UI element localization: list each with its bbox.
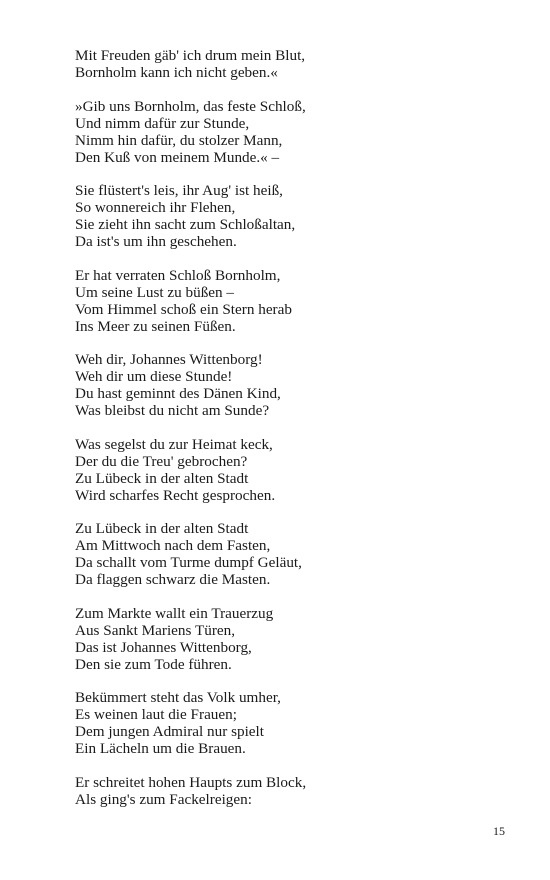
poem-line: Als ging's zum Fackelreigen: (75, 790, 252, 808)
stanza (75, 98, 495, 166)
poem-line: Dem jungen Admiral nur spielt (75, 723, 264, 740)
stanza (75, 520, 495, 588)
poem-line: Er hat verraten Schloß Bornholm, (75, 266, 281, 284)
poem-line: »Gib uns Bornholm, das feste Schloß, (75, 97, 306, 115)
poem-line: Da ist's um ihn geschehen. (75, 233, 237, 250)
stanza (75, 182, 495, 250)
poem-line: Weh dir, Johannes Wittenborg! (75, 351, 263, 368)
poem-line: Um seine Lust zu büßen – (75, 283, 235, 301)
poem-line: Aus Sankt Mariens Türen, (75, 621, 236, 639)
poem-line: Wird scharfes Recht gesprochen. (75, 486, 276, 504)
poem-line: Bekümmert steht das Volk umher, (75, 689, 281, 706)
poem-line: Und nimm dafür zur Stunde, (75, 114, 250, 132)
poem-line: Ins Meer zu seinen Füßen. (75, 317, 236, 335)
stanza (75, 436, 495, 504)
poem-line: Vom Himmel schoß ein Stern herab (75, 300, 292, 318)
poem-line: Sie flüstert's leis, ihr Aug' ist heiß, (75, 182, 283, 199)
poem-line: Zu Lübeck in der alten Stadt (75, 469, 249, 487)
poem-line: Was segelst du zur Heimat keck, (75, 435, 273, 453)
stanza (75, 47, 495, 81)
poem-line: Am Mittwoch nach dem Fasten, (75, 537, 271, 554)
stanza (75, 267, 495, 335)
poem-line: Den Kuß von meinem Munde.« – (75, 148, 280, 166)
stanza (75, 605, 495, 673)
poem-line: Den sie zum Tode führen. (75, 655, 232, 673)
poem-line: Ein Lächeln um die Brauen. (75, 740, 246, 757)
poem-line: So wonnereich ihr Flehen, (75, 199, 236, 216)
poem-line: Mit Freuden gäb' ich drum mein Blut, (75, 47, 306, 64)
stanza (75, 351, 495, 419)
poem-line: Da schallt vom Turme dumpf Geläut, (75, 554, 302, 571)
poem-line: Nimm hin dafür, du stolzer Mann, (75, 131, 283, 149)
poem-line: Was bleibst du nicht am Sunde? (75, 402, 270, 419)
poem-line: Das ist Johannes Wittenborg, (75, 638, 252, 656)
poem-line: Der du die Treu' gebrochen? (75, 452, 248, 470)
page-number: 15 (493, 824, 505, 838)
poem-text (75, 47, 495, 824)
poem-line: Sie zieht ihn sacht zum Schloßaltan, (75, 216, 296, 233)
poem-line: Zu Lübeck in der alten Stadt (75, 520, 249, 537)
poem-line: Er schreitet hohen Haupts zum Block, (75, 773, 307, 791)
poem-line: Zum Markte wallt ein Trauerzug (75, 604, 274, 622)
poem-line: Weh dir um diese Stunde! (75, 368, 233, 385)
stanza (75, 774, 495, 808)
poem-line: Da flaggen schwarz die Masten. (75, 571, 271, 588)
poem-line: Du hast geminnt des Dänen Kind, (75, 385, 281, 402)
poem-line: Es weinen laut die Frauen; (75, 706, 237, 723)
poem-line: Bornholm kann ich nicht geben.« (75, 64, 278, 81)
stanza (75, 689, 495, 757)
